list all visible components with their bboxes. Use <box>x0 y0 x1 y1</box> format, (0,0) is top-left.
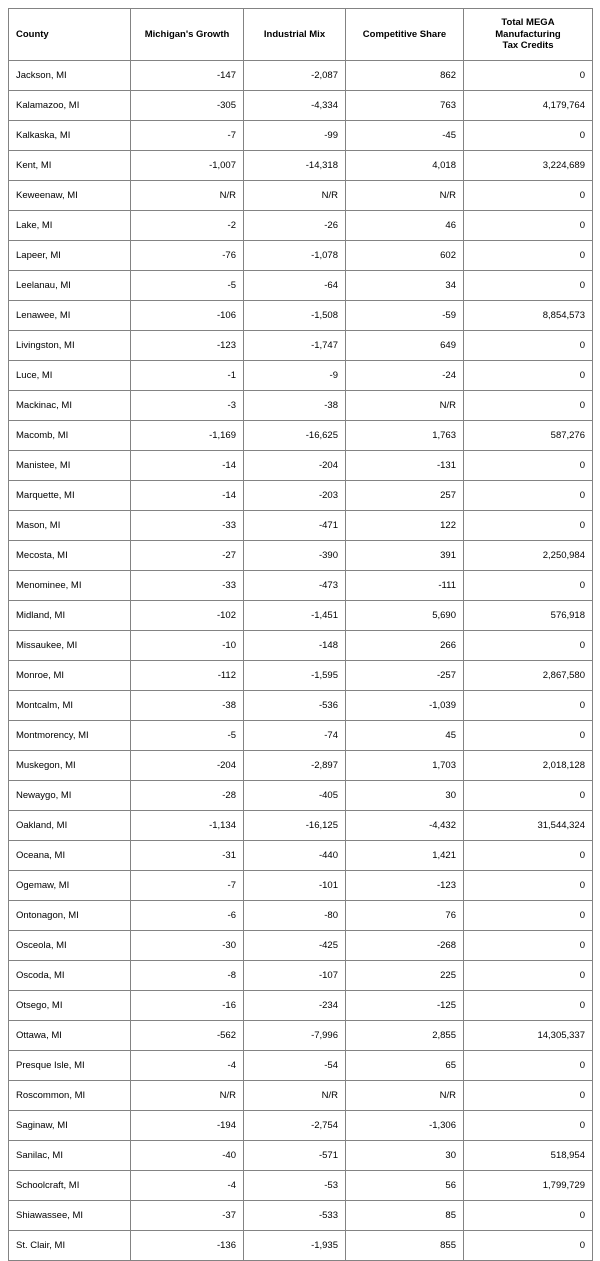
table-row <box>9 331 593 361</box>
cell-mix: -203 <box>244 481 346 511</box>
table-row <box>9 151 593 181</box>
cell-growth: -102 <box>131 601 244 631</box>
cell-county: Menominee, MI <box>9 571 131 601</box>
table-row <box>9 91 593 121</box>
cell-mega: 0 <box>464 1201 593 1231</box>
cell-growth: -123 <box>131 331 244 361</box>
cell-county: Sanilac, MI <box>9 1141 131 1171</box>
cell-comp: -1,039 <box>346 691 464 721</box>
column-header-industrial-mix: Industrial Mix <box>244 9 346 61</box>
cell-mega: 0 <box>464 631 593 661</box>
cell-mix: -536 <box>244 691 346 721</box>
cell-mega: 0 <box>464 841 593 871</box>
cell-mix: -1,078 <box>244 241 346 271</box>
cell-growth: -27 <box>131 541 244 571</box>
cell-county: Roscommon, MI <box>9 1081 131 1111</box>
cell-growth: -31 <box>131 841 244 871</box>
cell-comp: -59 <box>346 301 464 331</box>
cell-growth: -28 <box>131 781 244 811</box>
table-header-row <box>9 9 593 61</box>
cell-growth: -1 <box>131 361 244 391</box>
cell-comp: 257 <box>346 481 464 511</box>
cell-county: Montmorency, MI <box>9 721 131 751</box>
cell-growth: -4 <box>131 1171 244 1201</box>
cell-mix: -9 <box>244 361 346 391</box>
cell-growth: -38 <box>131 691 244 721</box>
cell-growth: -3 <box>131 391 244 421</box>
cell-mix: -533 <box>244 1201 346 1231</box>
cell-mix: -1,935 <box>244 1231 346 1261</box>
column-header-mega-line-1: Total MEGA <box>501 16 555 28</box>
cell-growth: -305 <box>131 91 244 121</box>
cell-county: Presque Isle, MI <box>9 1051 131 1081</box>
cell-county: Ottawa, MI <box>9 1021 131 1051</box>
cell-mega: 0 <box>464 721 593 751</box>
cell-county: Mackinac, MI <box>9 391 131 421</box>
cell-comp: 56 <box>346 1171 464 1201</box>
cell-comp: 34 <box>346 271 464 301</box>
table-row <box>9 841 593 871</box>
cell-comp: 30 <box>346 1141 464 1171</box>
cell-mix: -2,087 <box>244 61 346 91</box>
cell-comp: 649 <box>346 331 464 361</box>
cell-mega: 8,854,573 <box>464 301 593 331</box>
cell-comp: 266 <box>346 631 464 661</box>
cell-mix: -4,334 <box>244 91 346 121</box>
cell-growth: -14 <box>131 451 244 481</box>
cell-growth: -7 <box>131 121 244 151</box>
cell-mega: 0 <box>464 691 593 721</box>
cell-county: St. Clair, MI <box>9 1231 131 1261</box>
cell-growth: -5 <box>131 271 244 301</box>
table-row <box>9 931 593 961</box>
cell-mix: -16,625 <box>244 421 346 451</box>
cell-county: Midland, MI <box>9 601 131 631</box>
cell-mix: -1,595 <box>244 661 346 691</box>
cell-county: Monroe, MI <box>9 661 131 691</box>
cell-county: Jackson, MI <box>9 61 131 91</box>
cell-mega: 31,544,324 <box>464 811 593 841</box>
cell-comp: -45 <box>346 121 464 151</box>
cell-mega: 0 <box>464 901 593 931</box>
cell-mega: 0 <box>464 781 593 811</box>
cell-comp: N/R <box>346 1081 464 1111</box>
cell-mix: -1,747 <box>244 331 346 361</box>
cell-comp: 763 <box>346 91 464 121</box>
table-row <box>9 571 593 601</box>
cell-mega: 0 <box>464 241 593 271</box>
cell-county: Lenawee, MI <box>9 301 131 331</box>
cell-mega: 4,179,764 <box>464 91 593 121</box>
cell-mix: -2,897 <box>244 751 346 781</box>
table-row <box>9 181 593 211</box>
cell-county: Otsego, MI <box>9 991 131 1021</box>
cell-mega: 0 <box>464 181 593 211</box>
cell-mix: -471 <box>244 511 346 541</box>
cell-comp: 602 <box>346 241 464 271</box>
cell-mega: 0 <box>464 211 593 241</box>
cell-county: Ontonagon, MI <box>9 901 131 931</box>
cell-comp: 65 <box>346 1051 464 1081</box>
cell-comp: 5,690 <box>346 601 464 631</box>
cell-growth: -7 <box>131 871 244 901</box>
cell-growth: -40 <box>131 1141 244 1171</box>
table-row <box>9 991 593 1021</box>
cell-mix: -26 <box>244 211 346 241</box>
cell-mega: 0 <box>464 391 593 421</box>
cell-mega: 1,799,729 <box>464 1171 593 1201</box>
cell-growth: -6 <box>131 901 244 931</box>
table-row <box>9 211 593 241</box>
table-row <box>9 961 593 991</box>
cell-mega: 0 <box>464 961 593 991</box>
cell-mega: 0 <box>464 121 593 151</box>
table-row <box>9 301 593 331</box>
cell-growth: -1,007 <box>131 151 244 181</box>
cell-mega: 0 <box>464 331 593 361</box>
cell-mega: 0 <box>464 451 593 481</box>
cell-mix: -53 <box>244 1171 346 1201</box>
cell-county: Kent, MI <box>9 151 131 181</box>
cell-comp: 1,763 <box>346 421 464 451</box>
cell-mix: -1,451 <box>244 601 346 631</box>
table-row <box>9 541 593 571</box>
cell-county: Livingston, MI <box>9 331 131 361</box>
cell-comp: 2,855 <box>346 1021 464 1051</box>
cell-growth: -5 <box>131 721 244 751</box>
cell-mega: 14,305,337 <box>464 1021 593 1051</box>
table-row <box>9 481 593 511</box>
cell-growth: -33 <box>131 571 244 601</box>
cell-comp: N/R <box>346 181 464 211</box>
table-row <box>9 241 593 271</box>
cell-comp: 862 <box>346 61 464 91</box>
cell-mix: -204 <box>244 451 346 481</box>
cell-growth: -10 <box>131 631 244 661</box>
table-row <box>9 1051 593 1081</box>
cell-growth: -4 <box>131 1051 244 1081</box>
cell-mix: -80 <box>244 901 346 931</box>
cell-county: Kalkaska, MI <box>9 121 131 151</box>
cell-mega: 0 <box>464 361 593 391</box>
cell-mix: -99 <box>244 121 346 151</box>
cell-mix: N/R <box>244 181 346 211</box>
cell-growth: -136 <box>131 1231 244 1261</box>
cell-mega: 2,867,580 <box>464 661 593 691</box>
cell-mega: 0 <box>464 1051 593 1081</box>
cell-growth: -112 <box>131 661 244 691</box>
cell-mix: -14,318 <box>244 151 346 181</box>
cell-county: Keweenaw, MI <box>9 181 131 211</box>
cell-mega: 0 <box>464 1111 593 1141</box>
table-row <box>9 601 593 631</box>
table-row <box>9 691 593 721</box>
cell-mix: -7,996 <box>244 1021 346 1051</box>
cell-comp: 76 <box>346 901 464 931</box>
cell-mega: 518,954 <box>464 1141 593 1171</box>
cell-county: Macomb, MI <box>9 421 131 451</box>
cell-county: Schoolcraft, MI <box>9 1171 131 1201</box>
column-header-michigans-growth: Michigan's Growth <box>131 9 244 61</box>
cell-county: Newaygo, MI <box>9 781 131 811</box>
cell-mega: 587,276 <box>464 421 593 451</box>
cell-growth: N/R <box>131 181 244 211</box>
cell-mega: 0 <box>464 991 593 1021</box>
cell-growth: -33 <box>131 511 244 541</box>
cell-growth: -14 <box>131 481 244 511</box>
cell-comp: -125 <box>346 991 464 1021</box>
cell-county: Lake, MI <box>9 211 131 241</box>
cell-mega: 3,224,689 <box>464 151 593 181</box>
cell-mix: N/R <box>244 1081 346 1111</box>
table-row <box>9 1141 593 1171</box>
cell-mix: -1,508 <box>244 301 346 331</box>
table-row <box>9 511 593 541</box>
cell-mega: 2,018,128 <box>464 751 593 781</box>
cell-county: Muskegon, MI <box>9 751 131 781</box>
table-row <box>9 271 593 301</box>
column-header-mega-line-2: Manufacturing <box>495 28 561 40</box>
cell-county: Marquette, MI <box>9 481 131 511</box>
table-row <box>9 391 593 421</box>
cell-county: Mason, MI <box>9 511 131 541</box>
cell-mega: 0 <box>464 931 593 961</box>
cell-mega: 0 <box>464 271 593 301</box>
table-row <box>9 1111 593 1141</box>
cell-comp: 30 <box>346 781 464 811</box>
cell-comp: -1,306 <box>346 1111 464 1141</box>
cell-county: Osceola, MI <box>9 931 131 961</box>
table-row <box>9 1171 593 1201</box>
table-row <box>9 61 593 91</box>
cell-growth: -562 <box>131 1021 244 1051</box>
cell-comp: N/R <box>346 391 464 421</box>
cell-growth: N/R <box>131 1081 244 1111</box>
table-row <box>9 811 593 841</box>
cell-growth: -204 <box>131 751 244 781</box>
cell-county: Mecosta, MI <box>9 541 131 571</box>
cell-comp: -131 <box>346 451 464 481</box>
table-row <box>9 871 593 901</box>
cell-comp: 122 <box>346 511 464 541</box>
cell-mix: -101 <box>244 871 346 901</box>
table-row <box>9 1231 593 1261</box>
cell-mix: -234 <box>244 991 346 1021</box>
cell-county: Missaukee, MI <box>9 631 131 661</box>
column-header-competitive-share: Competitive Share <box>346 9 464 61</box>
cell-mega: 576,918 <box>464 601 593 631</box>
cell-growth: -2 <box>131 211 244 241</box>
cell-mix: -440 <box>244 841 346 871</box>
table-row <box>9 1021 593 1051</box>
cell-comp: -24 <box>346 361 464 391</box>
cell-comp: 855 <box>346 1231 464 1261</box>
table-row <box>9 1081 593 1111</box>
cell-county: Kalamazoo, MI <box>9 91 131 121</box>
cell-growth: -30 <box>131 931 244 961</box>
cell-comp: 46 <box>346 211 464 241</box>
cell-mix: -38 <box>244 391 346 421</box>
cell-growth: -1,134 <box>131 811 244 841</box>
cell-comp: 225 <box>346 961 464 991</box>
column-header-total-mega-manufacturing-tax-credits <box>464 9 593 61</box>
table-row <box>9 1201 593 1231</box>
cell-county: Oakland, MI <box>9 811 131 841</box>
column-header-mega-line-3: Tax Credits <box>502 40 554 52</box>
cell-mix: -148 <box>244 631 346 661</box>
cell-mix: -107 <box>244 961 346 991</box>
table-row <box>9 451 593 481</box>
cell-comp: -4,432 <box>346 811 464 841</box>
cell-comp: -111 <box>346 571 464 601</box>
cell-comp: 85 <box>346 1201 464 1231</box>
table-row <box>9 121 593 151</box>
table-row <box>9 781 593 811</box>
cell-mega: 0 <box>464 571 593 601</box>
cell-mega: 0 <box>464 871 593 901</box>
table-row <box>9 901 593 931</box>
cell-mega: 2,250,984 <box>464 541 593 571</box>
cell-comp: 1,703 <box>346 751 464 781</box>
cell-county: Leelanau, MI <box>9 271 131 301</box>
cell-county: Oceana, MI <box>9 841 131 871</box>
table-row <box>9 721 593 751</box>
cell-growth: -76 <box>131 241 244 271</box>
table-row <box>9 751 593 781</box>
cell-growth: -16 <box>131 991 244 1021</box>
cell-mix: -2,754 <box>244 1111 346 1141</box>
cell-county: Lapeer, MI <box>9 241 131 271</box>
cell-comp: -123 <box>346 871 464 901</box>
cell-mega: 0 <box>464 511 593 541</box>
cell-mega: 0 <box>464 61 593 91</box>
column-header-county: County <box>9 9 131 61</box>
cell-growth: -1,169 <box>131 421 244 451</box>
cell-county: Montcalm, MI <box>9 691 131 721</box>
cell-growth: -106 <box>131 301 244 331</box>
table-row <box>9 361 593 391</box>
cell-comp: 4,018 <box>346 151 464 181</box>
cell-growth: -8 <box>131 961 244 991</box>
cell-county: Oscoda, MI <box>9 961 131 991</box>
cell-growth: -194 <box>131 1111 244 1141</box>
table-body <box>9 61 593 1261</box>
cell-county: Ogemaw, MI <box>9 871 131 901</box>
cell-growth: -37 <box>131 1201 244 1231</box>
cell-mix: -74 <box>244 721 346 751</box>
cell-mega: 0 <box>464 1081 593 1111</box>
cell-mix: -425 <box>244 931 346 961</box>
table-header <box>9 9 593 61</box>
cell-mix: -16,125 <box>244 811 346 841</box>
cell-county: Saginaw, MI <box>9 1111 131 1141</box>
cell-mix: -390 <box>244 541 346 571</box>
cell-mega: 0 <box>464 481 593 511</box>
cell-comp: 391 <box>346 541 464 571</box>
cell-growth: -147 <box>131 61 244 91</box>
cell-county: Manistee, MI <box>9 451 131 481</box>
table-row <box>9 631 593 661</box>
cell-comp: 45 <box>346 721 464 751</box>
cell-mega: 0 <box>464 1231 593 1261</box>
cell-comp: 1,421 <box>346 841 464 871</box>
table-row <box>9 421 593 451</box>
cell-county: Shiawassee, MI <box>9 1201 131 1231</box>
cell-mix: -54 <box>244 1051 346 1081</box>
cell-mix: -473 <box>244 571 346 601</box>
cell-comp: -268 <box>346 931 464 961</box>
cell-mix: -571 <box>244 1141 346 1171</box>
cell-comp: -257 <box>346 661 464 691</box>
county-statistics-table <box>8 8 593 1261</box>
cell-county: Luce, MI <box>9 361 131 391</box>
table-row <box>9 661 593 691</box>
cell-mix: -405 <box>244 781 346 811</box>
cell-mix: -64 <box>244 271 346 301</box>
